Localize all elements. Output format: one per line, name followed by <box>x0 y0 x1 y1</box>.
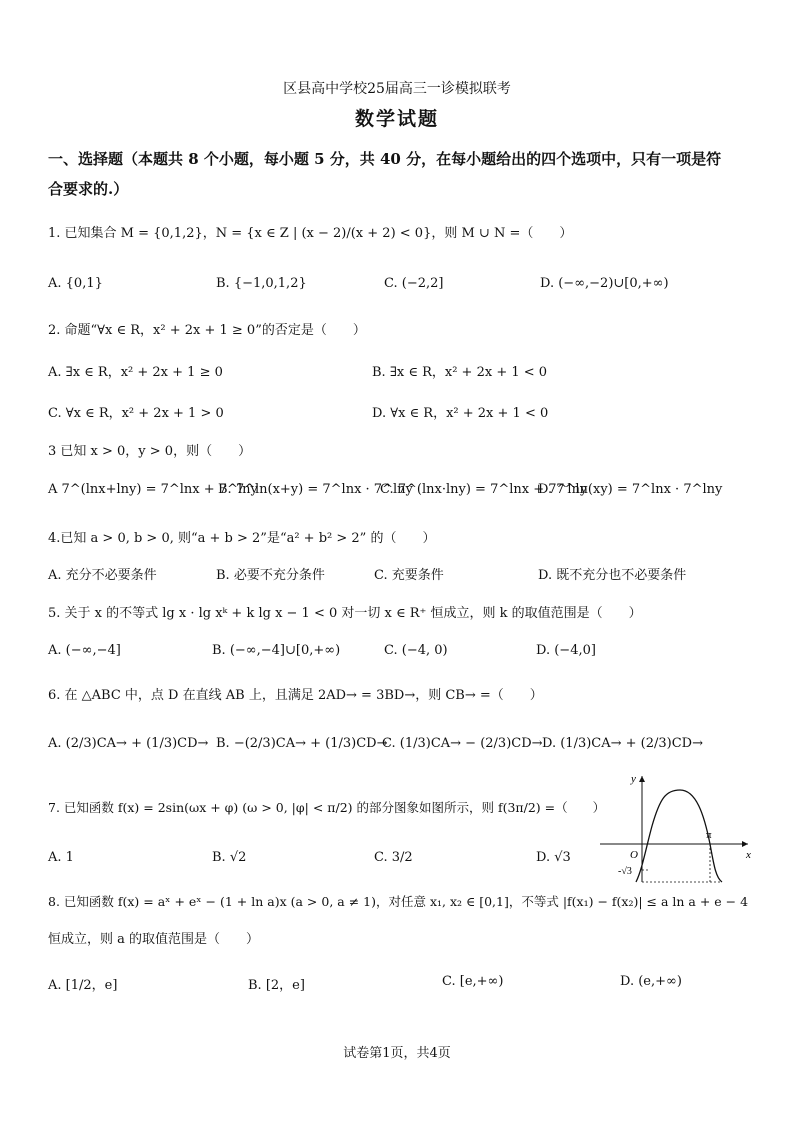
q1-option-a[interactable]: A. {0,1} <box>48 276 103 291</box>
x-axis-label: x <box>746 849 751 861</box>
q7-option-d[interactable]: D. √3 <box>536 850 571 865</box>
q6-option-c[interactable]: C. (1/3)CA→ − (2/3)CD→ <box>382 736 543 751</box>
q6-option-a[interactable]: A. (2/3)CA→ + (1/3)CD→ <box>48 736 209 751</box>
pi-label: π <box>706 829 712 841</box>
exam-title: 数学试题 <box>354 108 439 130</box>
question-6-stem: 6. 在 △ABC 中，点 D 在直线 AB 上，且满足 2AD→ = 3BD→，则 CB→ =（ ） <box>48 688 543 703</box>
question-8-stem: 8. 已知函数 f(x) = aˣ + eˣ − (1 + ln a)x (a > 0, a ≠ 1)，对任意 x₁, x₂ ∈ [0,1]，不等式 |f(x₁) − f(x₂)| ≤ a ln a + e − 4 <box>48 894 749 909</box>
q7-option-c[interactable]: C. 3/2 <box>374 850 413 865</box>
page-footer: 试卷第1页，共4页 <box>343 1046 451 1061</box>
q8-option-c[interactable]: C. [e,+∞) <box>442 974 504 989</box>
exam-subtitle: 区县高中学校25届高三一诊模拟联考 <box>283 81 511 97</box>
question-4-stem: 4.已知 a > 0, b > 0, 则“a + b > 2”是“a² + b² > 2” 的（ ） <box>48 531 436 546</box>
q5-option-a[interactable]: A. (−∞,−4] <box>48 643 121 658</box>
x-axis-arrow <box>742 841 748 847</box>
question-3-stem: 3 已知 x > 0，y > 0，则（ ） <box>48 444 252 459</box>
q7-option-a[interactable]: A. 1 <box>48 850 74 865</box>
question-5-stem: 5. 关于 x 的不等式 lg x · lg xᵏ + k lg x − 1 < 0 对一切 x ∈ R⁺ 恒成立，则 k 的取值范围是（ ） <box>48 606 642 621</box>
y-axis-label: y <box>631 773 636 785</box>
q2-option-a[interactable]: A. ∃x ∈ R，x² + 2x + 1 ≥ 0 <box>48 365 223 380</box>
neg-sqrt3-label: -√3 <box>618 866 632 877</box>
q3-option-c[interactable]: C. 7^(lnx·lny) = 7^lnx + 7^lny <box>380 482 588 497</box>
q4-option-c[interactable]: C. 充要条件 <box>374 568 444 583</box>
q6-option-d[interactable]: D. (1/3)CA→ + (2/3)CD→ <box>542 736 704 751</box>
q2-option-d[interactable]: D. ∀x ∈ R，x² + 2x + 1 < 0 <box>372 406 549 421</box>
q1-option-b[interactable]: B. {−1,0,1,2} <box>216 276 307 291</box>
question-8-stem-line2: 恒成立，则 a 的取值范围是（ ） <box>48 932 260 947</box>
q8-option-d[interactable]: D. (e,+∞) <box>620 974 682 989</box>
y-axis-arrow <box>639 776 645 782</box>
sine-graph-figure <box>598 770 756 890</box>
section-heading-line1: 一、选择题（本题共 8 个小题，每小题 5 分，共 40 分，在每小题给出的四个选项中，只有一项是符 <box>48 150 722 168</box>
q3-option-a[interactable]: A 7^(lnx+lny) = 7^lnx + 7^lny <box>48 482 258 497</box>
q2-option-c[interactable]: C. ∀x ∈ R，x² + 2x + 1 > 0 <box>48 406 224 421</box>
q3-option-b[interactable]: B. 7^ln(x+y) = 7^lnx · 7^lny <box>218 482 413 497</box>
q2-option-b[interactable]: B. ∃x ∈ R，x² + 2x + 1 < 0 <box>372 365 548 380</box>
q1-option-c[interactable]: C. (−2,2] <box>384 276 444 291</box>
q4-option-b[interactable]: B. 必要不充分条件 <box>216 568 325 583</box>
origin-label: O <box>630 849 638 861</box>
q7-option-b[interactable]: B. √2 <box>212 850 247 865</box>
q4-option-d[interactable]: D. 既不充分也不必要条件 <box>538 568 687 583</box>
q8-option-a[interactable]: A. [1/2，e] <box>48 978 118 993</box>
q5-option-d[interactable]: D. (−4,0] <box>536 643 596 658</box>
question-7-stem: 7. 已知函数 f(x) = 2sin(ωx + φ) (ω > 0, |φ| < π/2) 的部分图象如图所示，则 f(3π/2) =（ ） <box>48 800 606 815</box>
q4-option-a[interactable]: A. 充分不必要条件 <box>48 568 157 583</box>
question-1-stem: 1. 已知集合 M = {0,1,2}，N = {x ∈ Z | (x − 2)/(x + 2) < 0}，则 M ∪ N =（ ） <box>48 226 573 241</box>
section-heading-line2: 合要求的.） <box>48 180 129 198</box>
q3-option-d[interactable]: D. 7^ln(xy) = 7^lnx · 7^lny <box>538 482 723 497</box>
q5-option-b[interactable]: B. (−∞,−4]∪[0,+∞) <box>212 643 341 658</box>
q6-option-b[interactable]: B. −(2/3)CA→ + (1/3)CD→ <box>216 736 388 751</box>
q8-option-b[interactable]: B. [2，e] <box>248 978 305 993</box>
q1-option-d[interactable]: D. (−∞,−2)∪[0,+∞) <box>540 276 669 291</box>
q5-option-c[interactable]: C. (−4, 0) <box>384 643 448 658</box>
question-2-stem: 2. 命题“∀x ∈ R，x² + 2x + 1 ≥ 0”的否定是（ ） <box>48 323 366 338</box>
